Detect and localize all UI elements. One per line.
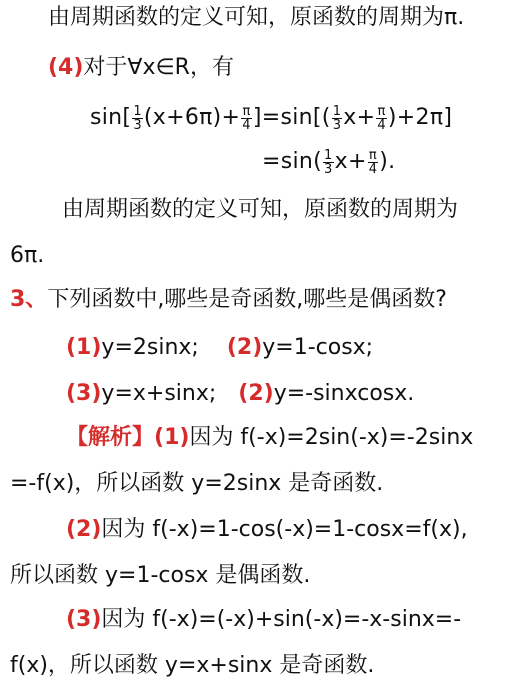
solution-2: (2)因为 f(-x)=1-cos(-x)=1-cosx=f(x), bbox=[66, 517, 468, 542]
question-3: 3、下列函数中,哪些是奇函数,哪些是偶函数? bbox=[10, 287, 447, 312]
equation-line-2: =sin( $\frac{1}{3}$ x+ $\frac{\pi}{4}$ ). bbox=[262, 147, 396, 177]
fraction: $\frac{1}{3}$ bbox=[332, 103, 342, 133]
solution-2-cont: 所以函数 y=1-cosx 是偶函数. bbox=[10, 563, 311, 588]
fraction: $\frac{\pi}{4}$ bbox=[377, 103, 386, 133]
solution-1-cont: =-f(x)，所以函数 y=2sinx 是奇函数. bbox=[10, 471, 384, 496]
items-row-2: (3)y=x+sinx; (2)y=-sinxcosx. bbox=[66, 381, 415, 406]
solution-3-cont: f(x)，所以函数 y=x+sinx 是奇函数. bbox=[10, 653, 375, 678]
items-row-1: (1)y=2sinx; (2)y=1-cosx; bbox=[66, 335, 374, 360]
period-conclusion-1: 由周期函数的定义可知，原函数的周期为π. bbox=[48, 5, 465, 30]
fraction: $\frac{\pi}{4}$ bbox=[368, 147, 378, 177]
part-4-heading: (4)对于∀x∈R，有 bbox=[48, 55, 234, 80]
question-number: 3、 bbox=[10, 287, 48, 312]
fraction: $\frac{1}{3}$ bbox=[133, 103, 142, 133]
period-conclusion-2-cont: 6π. bbox=[10, 243, 45, 268]
solution-tag: 【解析】 bbox=[66, 425, 155, 450]
period-conclusion-2: 由周期函数的定义可知，原函数的周期为 bbox=[62, 197, 459, 222]
fraction: $\frac{\pi}{4}$ bbox=[242, 103, 251, 133]
solution-3: (3)因为 f(-x)=(-x)+sin(-x)=-x-sinx=- bbox=[66, 607, 462, 632]
part-number: (4) bbox=[48, 55, 84, 80]
equation-line-1: sin[ $\frac{1}{3}$ (x+6π)+ $\frac{\pi}{4}$ ]=sin[( $\frac{1}{3}$ x+ $\frac{\pi}{4}$ )+2π] bbox=[90, 103, 453, 133]
solution-1: 【解析】(1)因为 f(-x)=2sin(-x)=-2sinx bbox=[66, 425, 474, 450]
fraction: $\frac{1}{3}$ bbox=[324, 147, 333, 177]
